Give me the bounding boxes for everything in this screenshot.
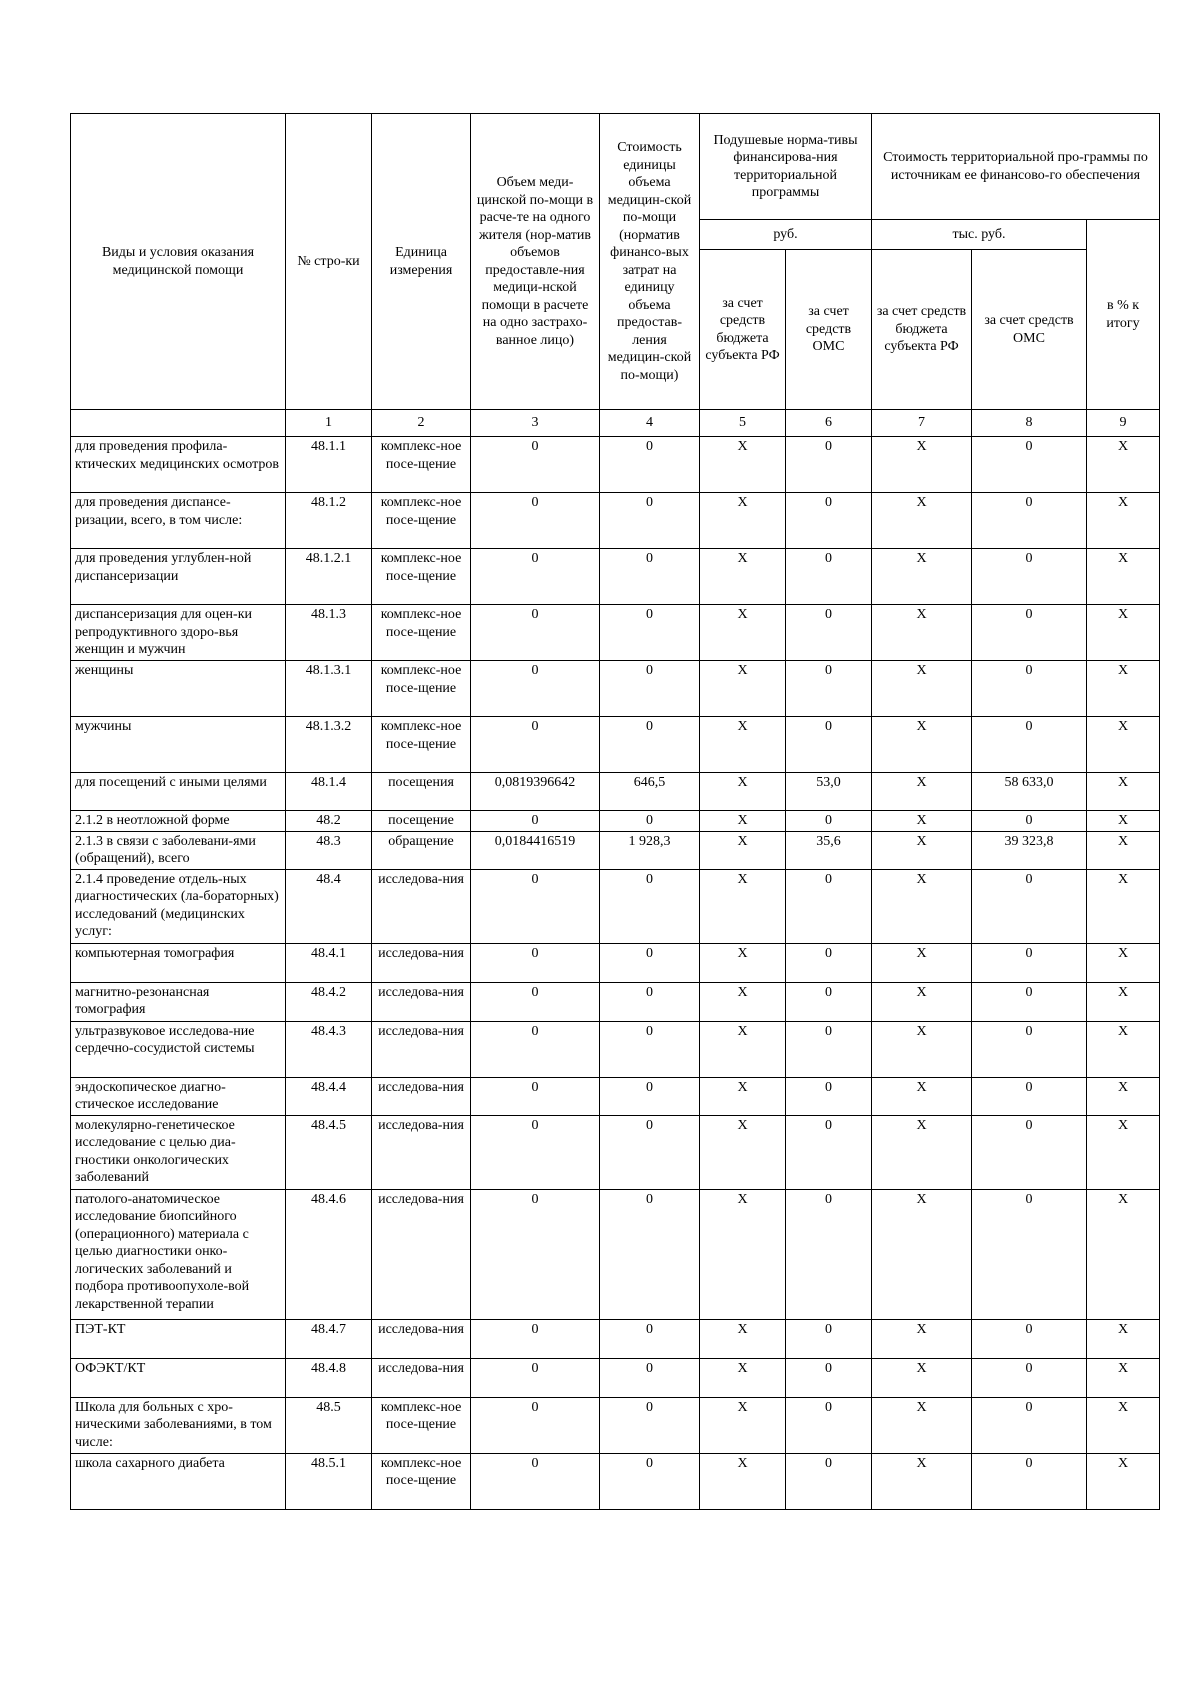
row-budget-per-capita: Х (700, 605, 786, 661)
column-number (71, 410, 286, 437)
row-unit: посещения (372, 773, 471, 811)
row-unit-cost: 0 (600, 437, 700, 493)
row-oms-total: 0 (972, 493, 1087, 549)
header-budget-total: за счет средств бюджета субъекта РФ (872, 250, 972, 410)
header-rub: руб. (700, 220, 872, 250)
row-oms-per-capita: 0 (786, 437, 872, 493)
row-name: диспансеризация для оцен-ки репродуктивного здоро-вья женщин и мужчин (71, 605, 286, 661)
row-budget-per-capita: Х (700, 773, 786, 811)
row-unit: комплекс-ное посе-щение (372, 605, 471, 661)
row-budget-total: Х (872, 661, 972, 717)
row-code: 48.4.8 (286, 1358, 372, 1397)
table-row (71, 661, 1160, 717)
row-unit: исследова-ния (372, 943, 471, 982)
table-row (71, 773, 1160, 811)
column-number: 8 (972, 410, 1087, 437)
table-row (71, 605, 1160, 661)
row-oms-per-capita: 0 (786, 1453, 872, 1509)
row-volume: 0 (471, 437, 600, 493)
row-budget-total: Х (872, 982, 972, 1021)
table-row (71, 1319, 1160, 1358)
finance-table (70, 113, 1160, 1510)
row-code: 48.1.1 (286, 437, 372, 493)
row-name: 2.1.3 в связи с заболевани-ями (обращений), всего (71, 831, 286, 869)
row-unit-cost: 0 (600, 1319, 700, 1358)
row-oms-total: 0 (972, 1453, 1087, 1509)
row-budget-per-capita: Х (700, 717, 786, 773)
row-budget-total: Х (872, 831, 972, 869)
row-budget-per-capita: Х (700, 493, 786, 549)
header-kind: Виды и условия оказания медицинской помощи (71, 114, 286, 410)
row-volume: 0,0184416519 (471, 831, 600, 869)
row-percent: Х (1087, 1189, 1160, 1319)
row-unit-cost: 0 (600, 1115, 700, 1189)
row-volume: 0 (471, 869, 600, 943)
row-budget-total: Х (872, 1319, 972, 1358)
row-oms-total: 0 (972, 1319, 1087, 1358)
row-name: школа сахарного диабета (71, 1453, 286, 1509)
row-percent: Х (1087, 831, 1160, 869)
row-code: 48.1.3.2 (286, 717, 372, 773)
row-budget-per-capita: Х (700, 549, 786, 605)
row-name: патолого-анатомическое исследование биопсийного (операционного) материала с целью диагностики онко-логических заболеваний и подбора противоопухоле-вой лекарственной терапии (71, 1189, 286, 1319)
row-unit-cost: 0 (600, 1397, 700, 1453)
row-budget-per-capita: Х (700, 943, 786, 982)
row-unit-cost: 0 (600, 1453, 700, 1509)
row-unit-cost: 0 (600, 1358, 700, 1397)
row-budget-total: Х (872, 717, 972, 773)
header-tys-rub: тыс. руб. (872, 220, 1087, 250)
row-percent: Х (1087, 717, 1160, 773)
row-budget-per-capita: Х (700, 1021, 786, 1077)
row-percent: Х (1087, 493, 1160, 549)
column-number: 5 (700, 410, 786, 437)
row-name: эндоскопическое диагно-стическое исследование (71, 1077, 286, 1115)
table-row (71, 1358, 1160, 1397)
row-oms-per-capita: 0 (786, 869, 872, 943)
row-name: для проведения профила-ктических медицинских осмотров (71, 437, 286, 493)
row-name: магнитно-резонансная томография (71, 982, 286, 1021)
row-code: 48.1.2 (286, 493, 372, 549)
row-oms-per-capita: 0 (786, 1397, 872, 1453)
row-volume: 0 (471, 605, 600, 661)
header-oms-total: за счет средств ОМС (972, 250, 1087, 410)
row-code: 48.4.7 (286, 1319, 372, 1358)
row-oms-per-capita: 0 (786, 661, 872, 717)
row-code: 48.5.1 (286, 1453, 372, 1509)
row-unit-cost: 0 (600, 811, 700, 832)
row-percent: Х (1087, 1021, 1160, 1077)
row-code: 48.4.4 (286, 1077, 372, 1115)
row-volume: 0 (471, 982, 600, 1021)
table-row (71, 1115, 1160, 1189)
row-unit-cost: 1 928,3 (600, 831, 700, 869)
row-unit: исследова-ния (372, 869, 471, 943)
row-name: молекулярно-генетическое исследование с целью диа-гностики онкологических заболеваний (71, 1115, 286, 1189)
row-name: для посещений с иными целями (71, 773, 286, 811)
row-volume: 0,0819396642 (471, 773, 600, 811)
table-row (71, 717, 1160, 773)
row-percent: Х (1087, 437, 1160, 493)
row-percent: Х (1087, 773, 1160, 811)
row-budget-total: Х (872, 811, 972, 832)
table-row (71, 1021, 1160, 1077)
row-name: 2.1.4 проведение отдель-ных диагностических (ла-бораторных) исследований (медицинских услуг: (71, 869, 286, 943)
table-row (71, 943, 1160, 982)
row-budget-per-capita: Х (700, 1077, 786, 1115)
header-unit: Единица измерения (372, 114, 471, 410)
row-budget-per-capita: Х (700, 661, 786, 717)
row-budget-total: Х (872, 1358, 972, 1397)
row-oms-per-capita: 0 (786, 605, 872, 661)
row-name: женщины (71, 661, 286, 717)
row-percent: Х (1087, 549, 1160, 605)
row-code: 48.1.3 (286, 605, 372, 661)
row-percent: Х (1087, 1397, 1160, 1453)
header-unit-cost: Стоимость единицы объема медицин-ской по-мощи (норматив финансо-вых затрат на единицу объема предостав-ления медицин-ской по-мощи) (600, 114, 700, 410)
header-volume: Объем меди-цинской по-мощи в расче-те на одного жителя (нор-матив объемов предоставле-ния медици-нской помощи в расчете на одно застрахо-ванное лицо) (471, 114, 600, 410)
header-budget: за счет средств бюджета субъекта РФ (700, 250, 786, 410)
row-unit-cost: 0 (600, 661, 700, 717)
row-name: 2.1.2 в неотложной форме (71, 811, 286, 832)
row-percent: Х (1087, 1358, 1160, 1397)
row-unit: обращение (372, 831, 471, 869)
row-budget-total: Х (872, 549, 972, 605)
row-unit: исследова-ния (372, 1358, 471, 1397)
row-volume: 0 (471, 1453, 600, 1509)
row-unit: исследова-ния (372, 1319, 471, 1358)
row-budget-total: Х (872, 1189, 972, 1319)
row-oms-total: 0 (972, 1358, 1087, 1397)
row-budget-total: Х (872, 773, 972, 811)
row-percent: Х (1087, 982, 1160, 1021)
row-oms-per-capita: 0 (786, 1115, 872, 1189)
row-percent: Х (1087, 943, 1160, 982)
row-budget-total: Х (872, 943, 972, 982)
row-volume: 0 (471, 1115, 600, 1189)
row-budget-total: Х (872, 1077, 972, 1115)
row-budget-per-capita: Х (700, 811, 786, 832)
row-oms-total: 0 (972, 1397, 1087, 1453)
header-row-number: № стро-ки (286, 114, 372, 410)
row-percent: Х (1087, 661, 1160, 717)
row-budget-per-capita: Х (700, 1319, 786, 1358)
row-code: 48.3 (286, 831, 372, 869)
row-volume: 0 (471, 1397, 600, 1453)
row-volume: 0 (471, 1319, 600, 1358)
row-code: 48.1.4 (286, 773, 372, 811)
header-program-cost: Стоимость территориальной про-граммы по источникам ее финансово-го обеспечения (872, 114, 1160, 220)
row-oms-total: 0 (972, 605, 1087, 661)
row-unit-cost: 0 (600, 1189, 700, 1319)
row-volume: 0 (471, 811, 600, 832)
row-oms-total: 0 (972, 1021, 1087, 1077)
row-budget-per-capita: Х (700, 1115, 786, 1189)
row-oms-total: 0 (972, 982, 1087, 1021)
header-oms: за счет средств ОМС (786, 250, 872, 410)
row-code: 48.1.3.1 (286, 661, 372, 717)
row-unit-cost: 0 (600, 605, 700, 661)
row-percent: Х (1087, 1453, 1160, 1509)
column-number: 4 (600, 410, 700, 437)
column-number: 7 (872, 410, 972, 437)
row-volume: 0 (471, 1189, 600, 1319)
row-oms-per-capita: 0 (786, 1077, 872, 1115)
row-oms-total: 0 (972, 1189, 1087, 1319)
table-row (71, 831, 1160, 869)
row-code: 48.4.5 (286, 1115, 372, 1189)
row-oms-total: 0 (972, 811, 1087, 832)
row-unit: комплекс-ное посе-щение (372, 549, 471, 605)
row-unit-cost: 0 (600, 1021, 700, 1077)
row-budget-per-capita: Х (700, 831, 786, 869)
row-percent: Х (1087, 1115, 1160, 1189)
row-unit-cost: 0 (600, 493, 700, 549)
row-budget-per-capita: Х (700, 437, 786, 493)
row-oms-total: 0 (972, 717, 1087, 773)
row-budget-per-capita: Х (700, 869, 786, 943)
row-budget-per-capita: Х (700, 1453, 786, 1509)
row-oms-per-capita: 0 (786, 493, 872, 549)
header-per-capita: Подушевые норма-тивы финансирова-ния территориальной программы (700, 114, 872, 220)
row-budget-total: Х (872, 493, 972, 549)
row-budget-total: Х (872, 869, 972, 943)
row-oms-total: 0 (972, 1115, 1087, 1189)
column-number: 9 (1087, 410, 1160, 437)
row-name: для проведения диспансе-ризации, всего, в том числе: (71, 493, 286, 549)
column-number: 3 (471, 410, 600, 437)
row-name: мужчины (71, 717, 286, 773)
row-unit: комплекс-ное посе-щение (372, 1453, 471, 1509)
row-oms-total: 0 (972, 943, 1087, 982)
table-body (71, 437, 1160, 1510)
table-row (71, 437, 1160, 493)
row-unit-cost: 0 (600, 549, 700, 605)
row-oms-per-capita: 35,6 (786, 831, 872, 869)
row-code: 48.4.1 (286, 943, 372, 982)
row-unit-cost: 0 (600, 869, 700, 943)
row-code: 48.4 (286, 869, 372, 943)
row-volume: 0 (471, 717, 600, 773)
column-number: 6 (786, 410, 872, 437)
row-unit: комплекс-ное посе-щение (372, 437, 471, 493)
column-number: 1 (286, 410, 372, 437)
row-oms-per-capita: 0 (786, 717, 872, 773)
row-unit: исследова-ния (372, 1115, 471, 1189)
row-oms-total: 0 (972, 869, 1087, 943)
row-unit-cost: 646,5 (600, 773, 700, 811)
row-unit: исследова-ния (372, 1021, 471, 1077)
row-percent: Х (1087, 869, 1160, 943)
row-unit-cost: 0 (600, 717, 700, 773)
row-volume: 0 (471, 549, 600, 605)
row-unit: комплекс-ное посе-щение (372, 717, 471, 773)
row-volume: 0 (471, 943, 600, 982)
row-oms-per-capita: 0 (786, 1189, 872, 1319)
row-oms-total: 0 (972, 549, 1087, 605)
row-percent: Х (1087, 811, 1160, 832)
table-row (71, 869, 1160, 943)
row-unit: исследова-ния (372, 1189, 471, 1319)
row-volume: 0 (471, 661, 600, 717)
table-header (71, 114, 1160, 437)
row-oms-total: 0 (972, 437, 1087, 493)
row-oms-per-capita: 0 (786, 1319, 872, 1358)
row-unit: комплекс-ное посе-щение (372, 493, 471, 549)
table-row (71, 1453, 1160, 1509)
row-volume: 0 (471, 1021, 600, 1077)
table-row (71, 1077, 1160, 1115)
row-oms-per-capita: 0 (786, 549, 872, 605)
row-budget-total: Х (872, 1453, 972, 1509)
table-row (71, 811, 1160, 832)
row-unit-cost: 0 (600, 982, 700, 1021)
row-name: компьютерная томография (71, 943, 286, 982)
row-oms-per-capita: 0 (786, 1021, 872, 1077)
row-oms-per-capita: 0 (786, 982, 872, 1021)
row-oms-per-capita: 0 (786, 811, 872, 832)
row-code: 48.4.3 (286, 1021, 372, 1077)
row-name: ультразвуковое исследова-ние сердечно-сосудистой системы (71, 1021, 286, 1077)
row-unit: исследова-ния (372, 982, 471, 1021)
row-volume: 0 (471, 1358, 600, 1397)
table-row (71, 493, 1160, 549)
row-oms-per-capita: 0 (786, 1358, 872, 1397)
row-oms-per-capita: 0 (786, 943, 872, 982)
column-number: 2 (372, 410, 471, 437)
row-name: ОФЭКТ/КТ (71, 1358, 286, 1397)
table-row (71, 982, 1160, 1021)
row-budget-total: Х (872, 1115, 972, 1189)
row-name: для проведения углублен-ной диспансеризации (71, 549, 286, 605)
row-oms-total: 0 (972, 661, 1087, 717)
column-numbers-row (71, 410, 1160, 437)
row-code: 48.5 (286, 1397, 372, 1453)
row-budget-per-capita: Х (700, 1397, 786, 1453)
row-budget-per-capita: Х (700, 1358, 786, 1397)
row-oms-total: 39 323,8 (972, 831, 1087, 869)
row-oms-per-capita: 53,0 (786, 773, 872, 811)
row-percent: Х (1087, 1319, 1160, 1358)
row-unit: исследова-ния (372, 1077, 471, 1115)
row-code: 48.4.2 (286, 982, 372, 1021)
header-percent: в % к итогу (1087, 220, 1160, 410)
row-budget-total: Х (872, 437, 972, 493)
row-volume: 0 (471, 1077, 600, 1115)
row-code: 48.2 (286, 811, 372, 832)
table-row (71, 1189, 1160, 1319)
row-code: 48.4.6 (286, 1189, 372, 1319)
row-budget-total: Х (872, 605, 972, 661)
row-unit: посещение (372, 811, 471, 832)
row-budget-total: Х (872, 1021, 972, 1077)
row-unit-cost: 0 (600, 943, 700, 982)
row-unit: комплекс-ное посе-щение (372, 1397, 471, 1453)
row-volume: 0 (471, 493, 600, 549)
row-unit-cost: 0 (600, 1077, 700, 1115)
row-oms-total: 58 633,0 (972, 773, 1087, 811)
row-name: ПЭТ-КТ (71, 1319, 286, 1358)
table-row (71, 549, 1160, 605)
row-budget-total: Х (872, 1397, 972, 1453)
row-unit: комплекс-ное посе-щение (372, 661, 471, 717)
row-budget-per-capita: Х (700, 982, 786, 1021)
row-name: Школа для больных с хро-ническими заболеваниями, в том числе: (71, 1397, 286, 1453)
row-oms-total: 0 (972, 1077, 1087, 1115)
row-percent: Х (1087, 605, 1160, 661)
row-budget-per-capita: Х (700, 1189, 786, 1319)
row-percent: Х (1087, 1077, 1160, 1115)
table-row (71, 1397, 1160, 1453)
row-code: 48.1.2.1 (286, 549, 372, 605)
